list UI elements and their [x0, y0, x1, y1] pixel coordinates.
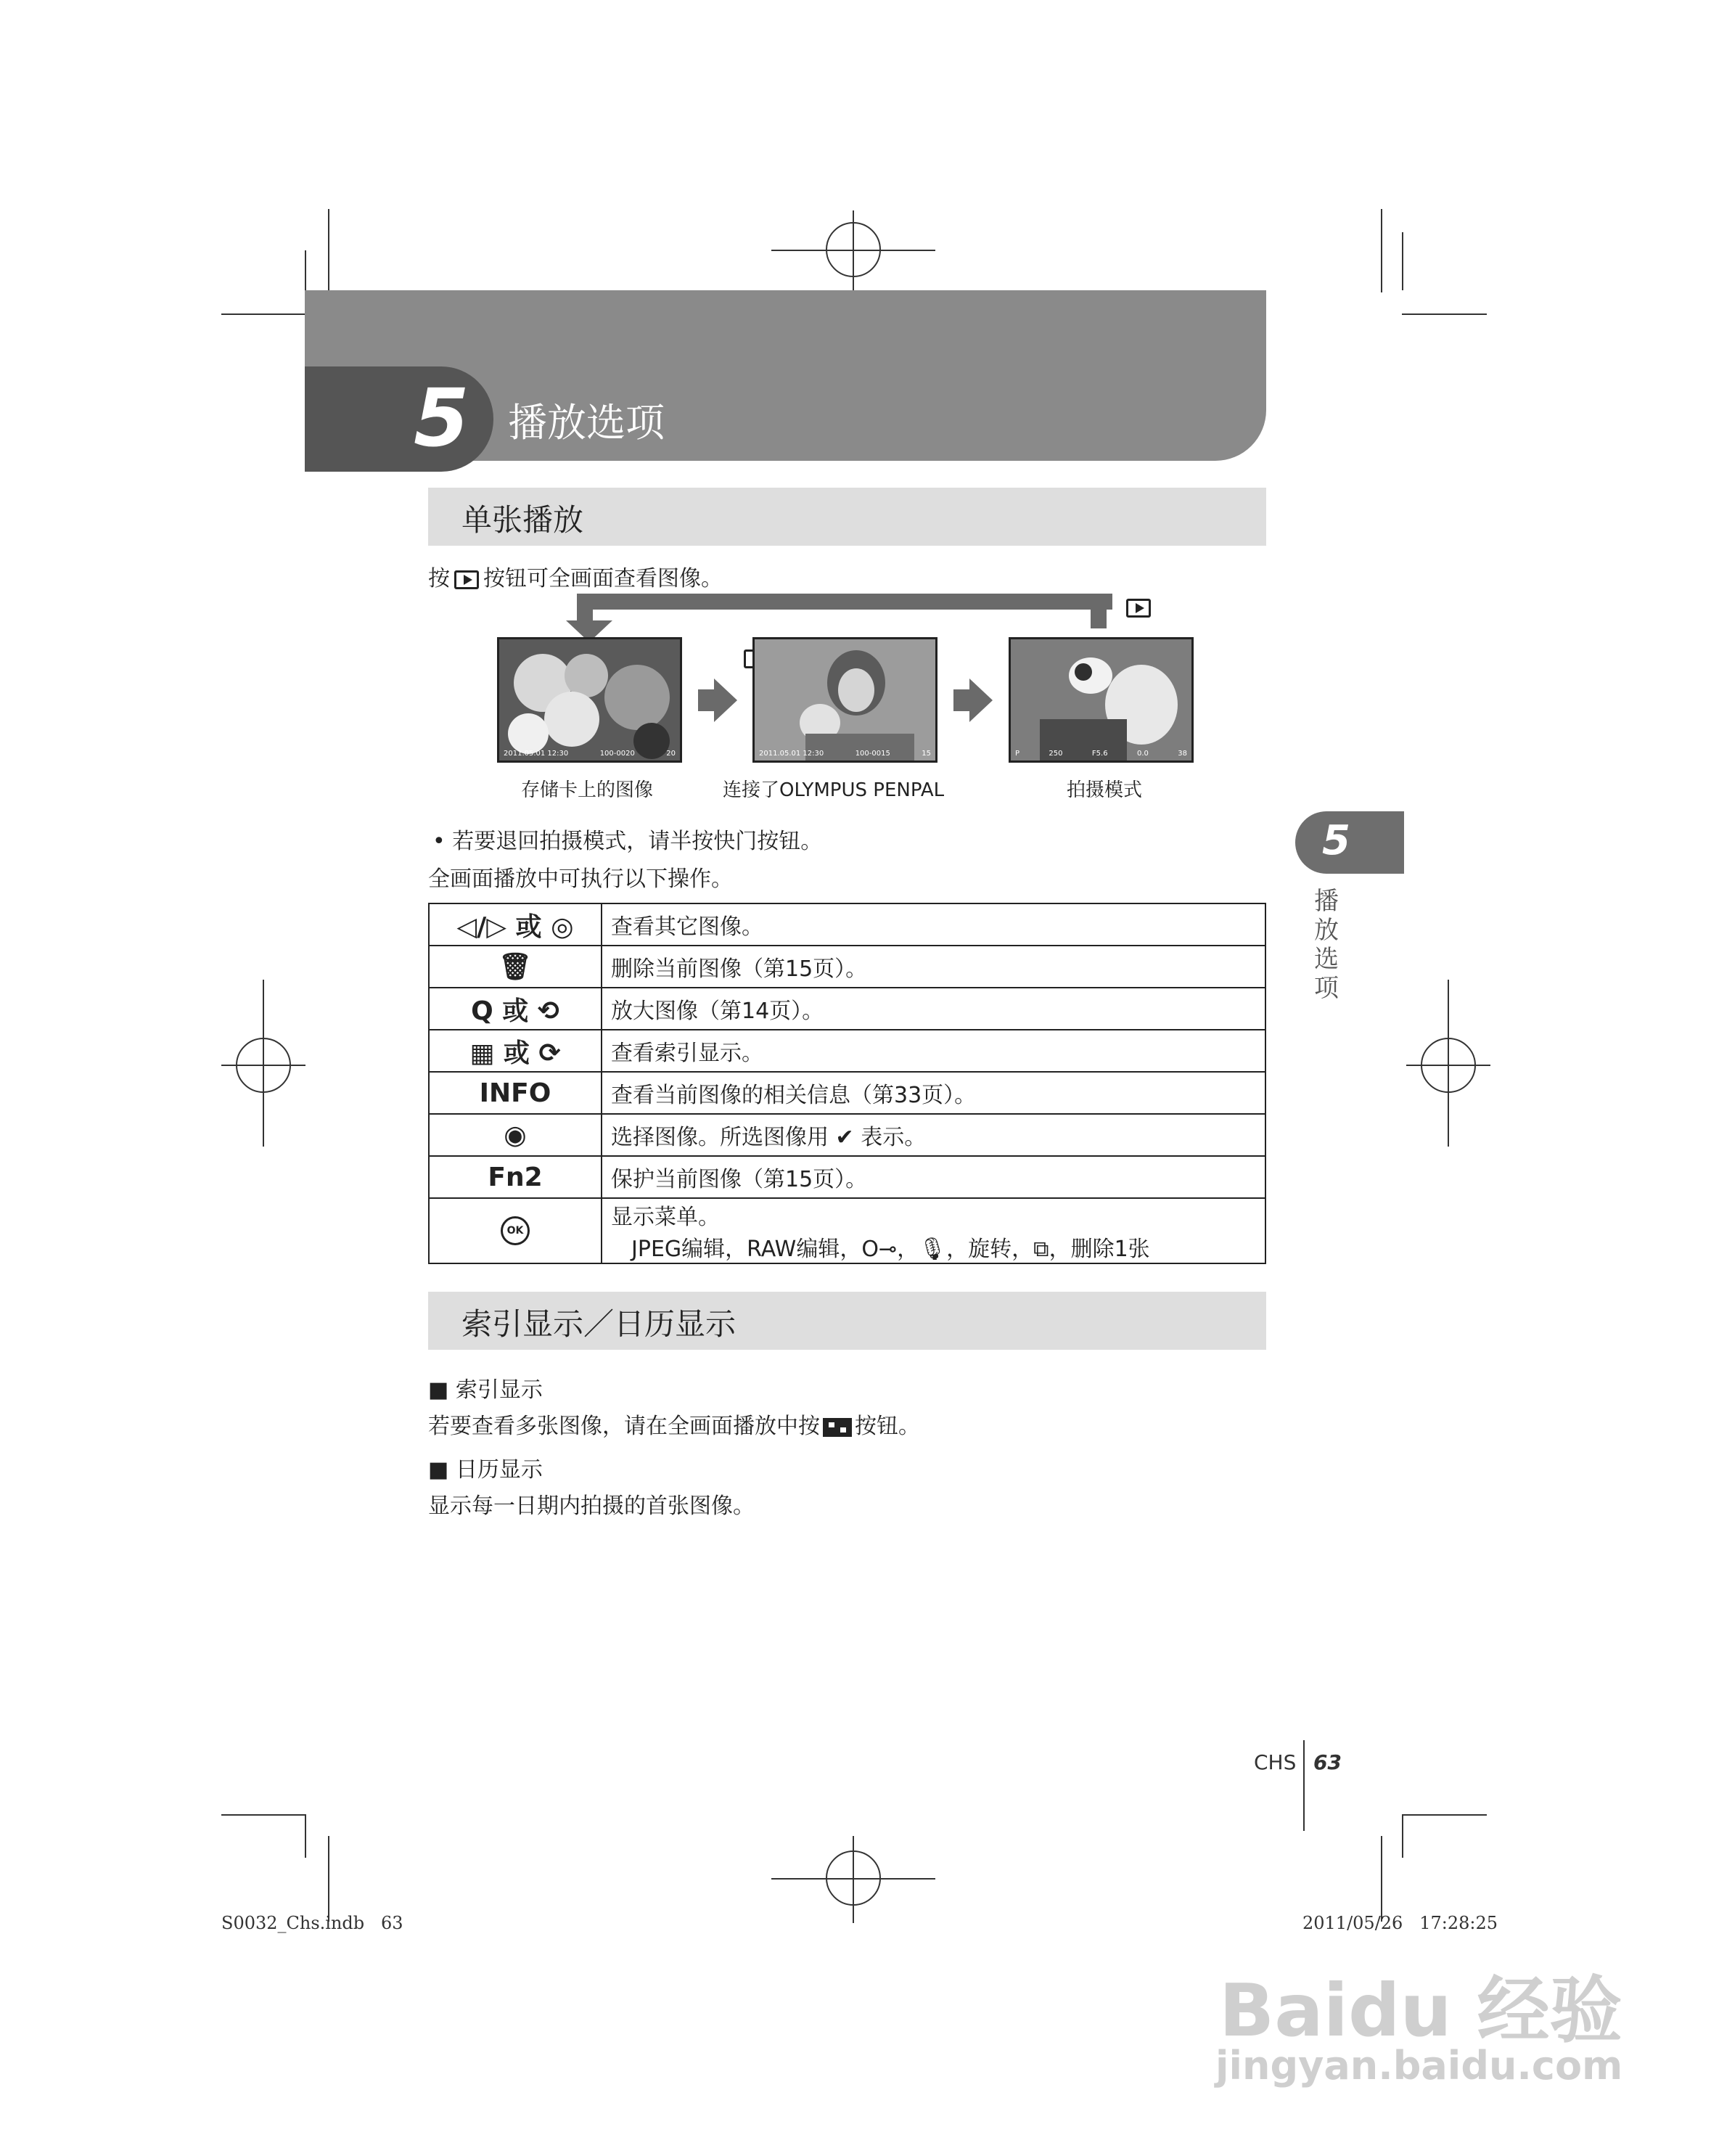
table-row: [429, 988, 1265, 1030]
aperture: F5.6: [1091, 750, 1108, 758]
crop-mark: [853, 210, 854, 290]
side-chapter-number: 5: [1322, 817, 1350, 864]
photo-date: 2011.05.01 12:30: [759, 750, 824, 758]
crop-mark: [328, 209, 329, 292]
boy-dog-image: [1011, 639, 1194, 763]
return-arrow-stem: [1091, 594, 1107, 628]
index-text-pre: 若要查看多张图像，请在全画面播放中按: [428, 1414, 820, 1439]
target-icon: ◉: [429, 1114, 602, 1156]
crop-mark: [305, 250, 306, 294]
index-grid-icon: [823, 1418, 852, 1437]
crop-mark: [1381, 1836, 1382, 1922]
subheading-index: ■ 索引显示: [428, 1377, 543, 1403]
caption-memory-card: 存储卡上的图像: [521, 779, 654, 801]
table-row: [429, 946, 1265, 988]
print-timestamp: 2011/05/26 17:28:25: [1302, 1913, 1498, 1933]
baidu-watermark-url: jingyan.baidu.com: [1215, 2043, 1623, 2089]
index-text-post: 按钮。: [855, 1414, 920, 1439]
index-text: [428, 1408, 920, 1440]
op-desc: 查看索引显示。: [602, 1030, 1265, 1072]
caption-penpal: 连接了OLYMPUS PENPAL: [723, 779, 945, 801]
photo-meta: [759, 750, 931, 758]
crop-mark: [221, 1814, 306, 1816]
intro-pre: 按: [428, 566, 450, 591]
crop-mark: [1448, 980, 1449, 1147]
flowers-image: [499, 639, 682, 763]
op-desc: 删除当前图像（第15页）。: [602, 946, 1265, 988]
photo-number: 20: [666, 750, 676, 758]
op-key: ▦ 或 ⟳: [429, 1030, 602, 1072]
op-desc: 保护当前图像（第15页）。: [602, 1156, 1265, 1198]
photo-meta: [504, 750, 676, 758]
ok-icon: OK: [501, 1216, 530, 1245]
table-row: [429, 1114, 1265, 1156]
photo-file-no: 100-0015: [855, 750, 890, 758]
caption-shooting-mode: 拍摄模式: [1067, 779, 1143, 801]
crop-mark: [1402, 1814, 1487, 1816]
chapter-number: 5: [414, 372, 469, 464]
photo-memory-card: [497, 637, 682, 763]
photo-number: 38: [1178, 750, 1187, 758]
operations-table: [428, 903, 1266, 1264]
baidu-watermark-logo: Baidu 经验: [1219, 1968, 1622, 2053]
table-row: [429, 1030, 1265, 1072]
section-title: 单张播放: [461, 502, 584, 538]
op-desc-line2: JPEG编辑，RAW编辑，O⊸，🎙，旋转，⧉，删除1张: [631, 1237, 1150, 1262]
photo-number: 15: [922, 750, 931, 758]
crop-mark: [1381, 209, 1382, 292]
crop-mark: [328, 1836, 329, 1922]
photo-shooting-mode: [1009, 637, 1194, 763]
subheading-calendar: ■ 日历显示: [428, 1457, 543, 1483]
ok-icon-cell: [429, 1198, 602, 1263]
intro-line: [428, 560, 723, 592]
exposure-comp: 0.0: [1136, 750, 1149, 758]
op-desc: 选择图像。所选图像用 ✔ 表示。: [602, 1114, 1265, 1156]
return-arrow-bar: [577, 594, 1112, 610]
language-code: CHS: [1254, 1750, 1297, 1774]
crop-mark: [1402, 1814, 1403, 1858]
photo-penpal: [752, 637, 937, 763]
page-number: 63: [1313, 1750, 1342, 1774]
chapter-title: 播放选项: [508, 400, 665, 446]
play-icon: [454, 570, 479, 589]
trash-icon: 🗑: [429, 946, 602, 988]
op-desc: 放大图像（第14页）。: [602, 988, 1265, 1030]
section-title: 索引显示／日历显示: [461, 1306, 736, 1342]
crop-mark: [263, 980, 264, 1147]
op-desc: 查看其它图像。: [602, 903, 1265, 946]
op-desc-line1: 显示菜单。: [611, 1205, 720, 1230]
table-row: [429, 1198, 1265, 1263]
calendar-text: 显示每一日期内拍摄的首张图像。: [428, 1493, 755, 1519]
crop-mark: [1402, 232, 1403, 290]
op-key: Q 或 ⟲: [429, 988, 602, 1030]
photo-date: 2011.05.01 12:30: [504, 750, 569, 758]
table-row: [429, 1156, 1265, 1198]
ops-intro: 全画面播放中可执行以下操作。: [428, 866, 733, 892]
op-key: ◁/▷ 或 ◎: [429, 903, 602, 946]
arrow-stem: [953, 689, 969, 711]
shooting-mode: P: [1015, 750, 1020, 758]
bullet-note: • 若要退回拍摄模式，请半按快门按钮。: [432, 829, 823, 854]
side-chapter-label: 播放选项: [1314, 887, 1339, 1003]
shutter-speed: 250: [1049, 750, 1063, 758]
arrow-stem: [698, 689, 714, 711]
intro-post: 按钮可全画面查看图像。: [483, 566, 723, 591]
mother-baby-image: [755, 639, 937, 763]
photo-meta: [1015, 750, 1187, 758]
photo-file-no: 100-0020: [599, 750, 635, 758]
op-desc: [602, 1198, 1265, 1263]
fn2-button-label: Fn2: [429, 1156, 602, 1198]
crop-mark: [221, 313, 306, 315]
crop-mark: [305, 1814, 306, 1858]
next-arrow: [969, 679, 993, 722]
footer-divider: [1303, 1740, 1305, 1831]
next-arrow: [714, 679, 737, 722]
crop-mark: [1402, 313, 1487, 315]
play-icon: [1126, 599, 1151, 618]
info-button-label: INFO: [429, 1072, 602, 1114]
table-row: [429, 903, 1265, 946]
table-row: [429, 1072, 1265, 1114]
crop-mark: [853, 1836, 854, 1923]
op-desc: 查看当前图像的相关信息（第33页）。: [602, 1072, 1265, 1114]
file-name: S0032_Chs.indb 63: [221, 1913, 403, 1933]
